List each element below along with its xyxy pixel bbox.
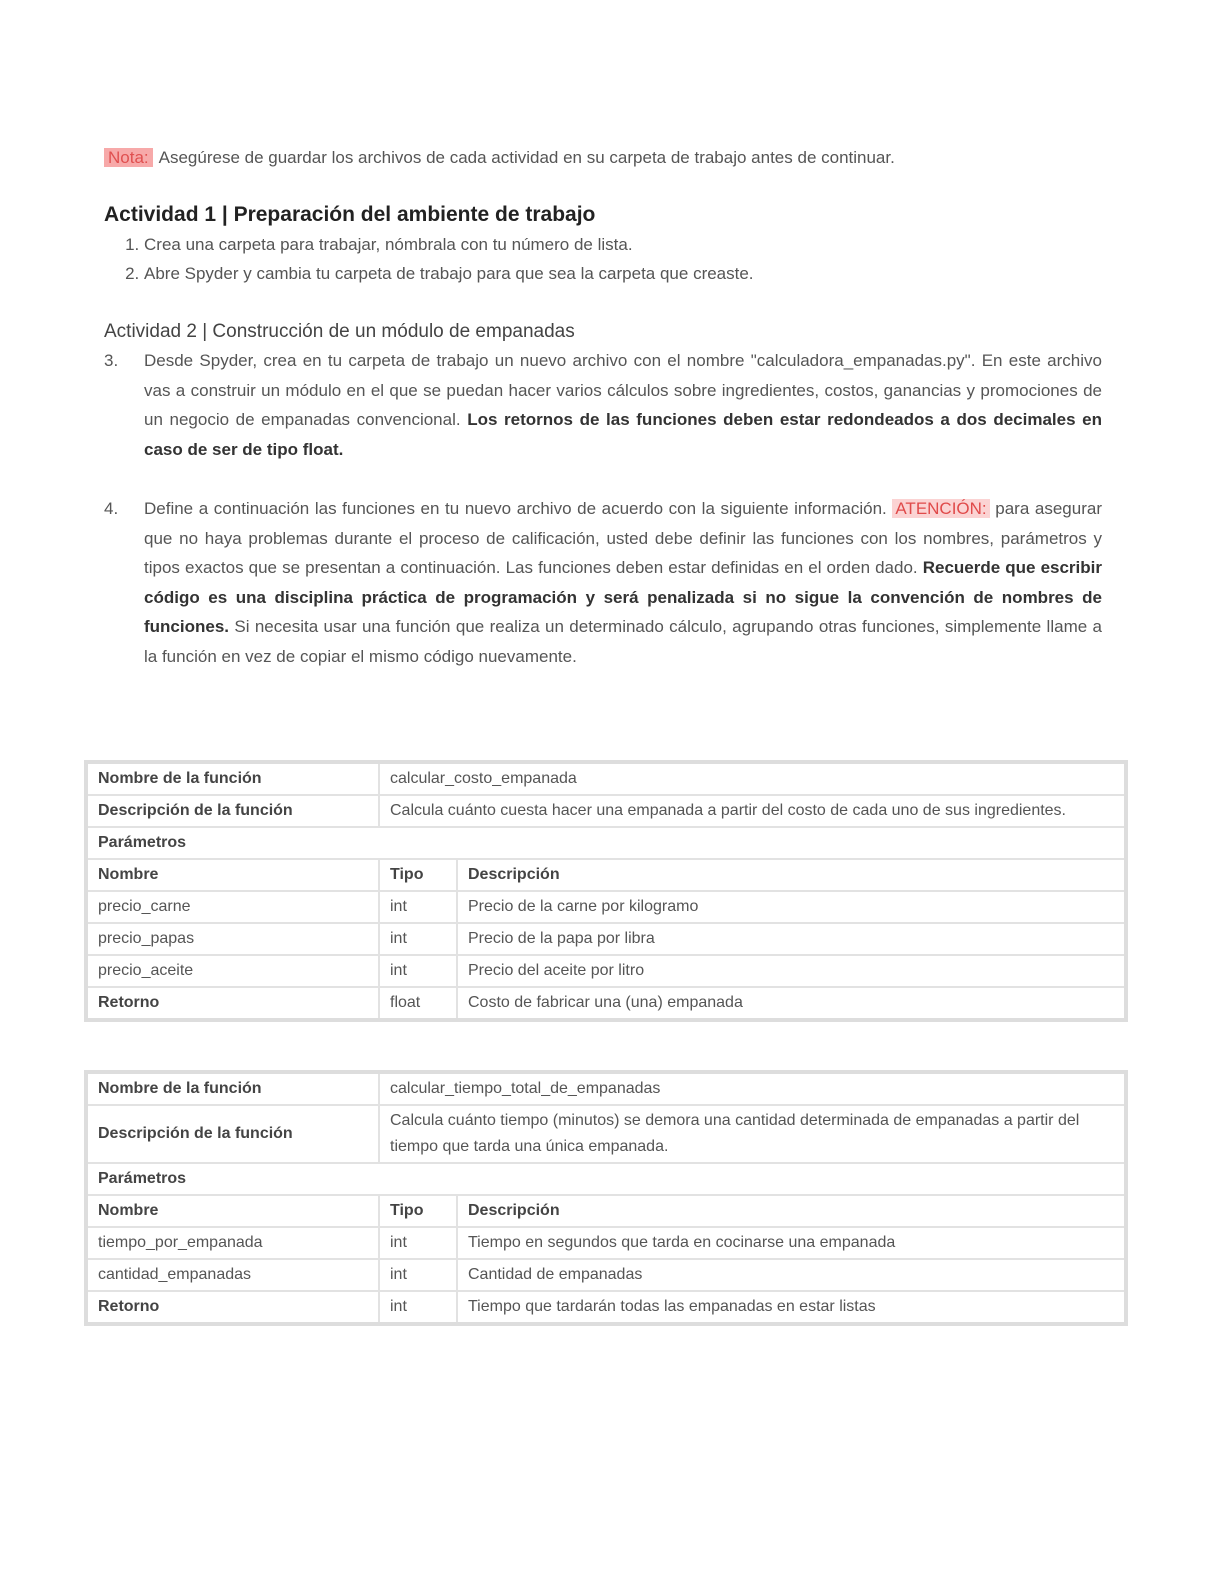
table-cell: cantidad_empanadas xyxy=(86,1259,379,1291)
table-row xyxy=(86,1227,1126,1259)
header-cell: Tipo xyxy=(379,859,457,891)
description-value: Calcula cuánto tiempo (minutos) se demora una cantidad determinada de empanadas a partir del tiempo que tarda una única empanada. xyxy=(379,1105,1126,1163)
item-4-tail: Si necesita usar una función que realiza un determinado cálculo, agrupando otras funciones, simplemente llame a la función en vez de copiar el mismo código nuevamente. xyxy=(144,617,1102,666)
table-cell: Cantidad de empanadas xyxy=(457,1259,1126,1291)
list-item-3 xyxy=(104,346,1102,464)
table-cell: Tiempo que tardarán todas las empanadas en estar listas xyxy=(457,1291,1126,1324)
item-number: 3. xyxy=(104,351,119,370)
note-tag: Nota: xyxy=(104,148,153,167)
table-row xyxy=(86,827,1126,859)
table-cell: Precio de la papa por libra xyxy=(457,923,1126,955)
table-cell: int xyxy=(379,923,457,955)
list-item-4 xyxy=(104,494,1102,671)
table-row xyxy=(86,891,1126,923)
function-table-1 xyxy=(84,760,1128,1022)
return-label: Retorno xyxy=(86,987,379,1020)
header-cell: Descripción xyxy=(457,1195,1126,1227)
item-3-body: Desde Spyder, crea en tu carpeta de trabajo un nuevo archivo con el nombre "calculadora_empanadas.py". En este archivo vas a construir un módulo en el que se puedan hacer varios cálculos sobre ingredientes, costos, ganancias y promociones de un negocio de empanadas convencional. xyxy=(144,351,1102,429)
header-cell: Nombre xyxy=(86,1195,379,1227)
attention-label: ATENCIÓN: xyxy=(892,499,989,518)
table-cell: tiempo_por_empanada xyxy=(86,1227,379,1259)
table-cell: precio_carne xyxy=(86,891,379,923)
table-cell: Costo de fabricar una (una) empanada xyxy=(457,987,1126,1020)
table-row xyxy=(86,1105,1126,1163)
table-row xyxy=(86,1163,1126,1195)
activity-1-title: Actividad 1 | Preparación del ambiente de trabajo xyxy=(104,203,596,226)
item-4-body: para asegurar que no haya problemas durante el proceso de calificación, usted debe definir las funciones con los nombres, parámetros y tipos exactos que se presentan a continuación. Las funciones deben estar definidas en el orden dado. xyxy=(144,499,1102,577)
description-value: Calcula cuánto cuesta hacer una empanada a partir del costo de cada uno de sus ingredientes. xyxy=(379,795,1126,827)
activity-1 xyxy=(104,200,1102,288)
params-label: Parámetros xyxy=(86,1163,1126,1195)
table-cell: float xyxy=(379,987,457,1020)
table-cell: int xyxy=(379,1291,457,1324)
table-cell: int xyxy=(379,955,457,987)
return-label: Retorno xyxy=(86,1291,379,1324)
table-row xyxy=(86,762,1126,795)
params-label: Parámetros xyxy=(86,827,1126,859)
description-label: Descripción de la función xyxy=(86,795,379,827)
table-cell: int xyxy=(379,1259,457,1291)
table-cell: Tiempo en segundos que tarda en cocinarse una empanada xyxy=(457,1227,1126,1259)
table-row xyxy=(86,923,1126,955)
table-cell: int xyxy=(379,1227,457,1259)
table-row xyxy=(86,955,1126,987)
header-cell: Tipo xyxy=(379,1195,457,1227)
activity-1-steps xyxy=(104,230,1102,288)
note xyxy=(104,146,1102,170)
name-label: Nombre de la función xyxy=(86,1072,379,1105)
table-cell: int xyxy=(379,891,457,923)
table-cell: Precio de la carne por kilogramo xyxy=(457,891,1126,923)
function-table-2 xyxy=(84,1070,1128,1326)
table-header-row xyxy=(86,859,1126,891)
name-value: calcular_tiempo_total_de_empanadas xyxy=(379,1072,1126,1105)
item-4-bold: Recuerde que escribir código es una disciplina práctica de programación y será penalizada si no sigue la convención de nombres de funciones. xyxy=(144,558,1102,636)
item-3-text xyxy=(144,346,1102,464)
activity-2-title: Actividad 2 | Construcción de un módulo de empanadas xyxy=(104,321,575,342)
note-text: Asegúrese de guardar los archivos de cada actividad en su carpeta de trabajo antes de continuar. xyxy=(158,148,895,167)
item-3-bold: Los retornos de las funciones deben estar redondeados a dos decimales en caso de ser de tipo float. xyxy=(144,410,1102,459)
description-label: Descripción de la función xyxy=(86,1105,379,1163)
table-cell: precio_papas xyxy=(86,923,379,955)
table-row xyxy=(86,1072,1126,1105)
header-cell: Descripción xyxy=(457,859,1126,891)
return-row xyxy=(86,1291,1126,1324)
activity-2 xyxy=(104,318,1102,671)
item-4-intro: Define a continuación las funciones en tu nuevo archivo de acuerdo con la siguiente información. xyxy=(144,499,887,518)
list-item: 1. Crea una carpeta para trabajar, nómbrala con tu número de lista. xyxy=(144,230,1102,259)
table-cell: precio_aceite xyxy=(86,955,379,987)
name-label: Nombre de la función xyxy=(86,762,379,795)
table-row xyxy=(86,795,1126,827)
item-number: 4. xyxy=(104,499,119,518)
header-cell: Nombre xyxy=(86,859,379,891)
table-header-row xyxy=(86,1195,1126,1227)
list-item: 2. Abre Spyder y cambia tu carpeta de trabajo para que sea la carpeta que creaste. xyxy=(144,259,1102,288)
return-row xyxy=(86,987,1126,1020)
table-row xyxy=(86,1259,1126,1291)
table-cell: Precio del aceite por litro xyxy=(457,955,1126,987)
item-4-text xyxy=(144,494,1102,671)
name-value: calcular_costo_empanada xyxy=(379,762,1126,795)
